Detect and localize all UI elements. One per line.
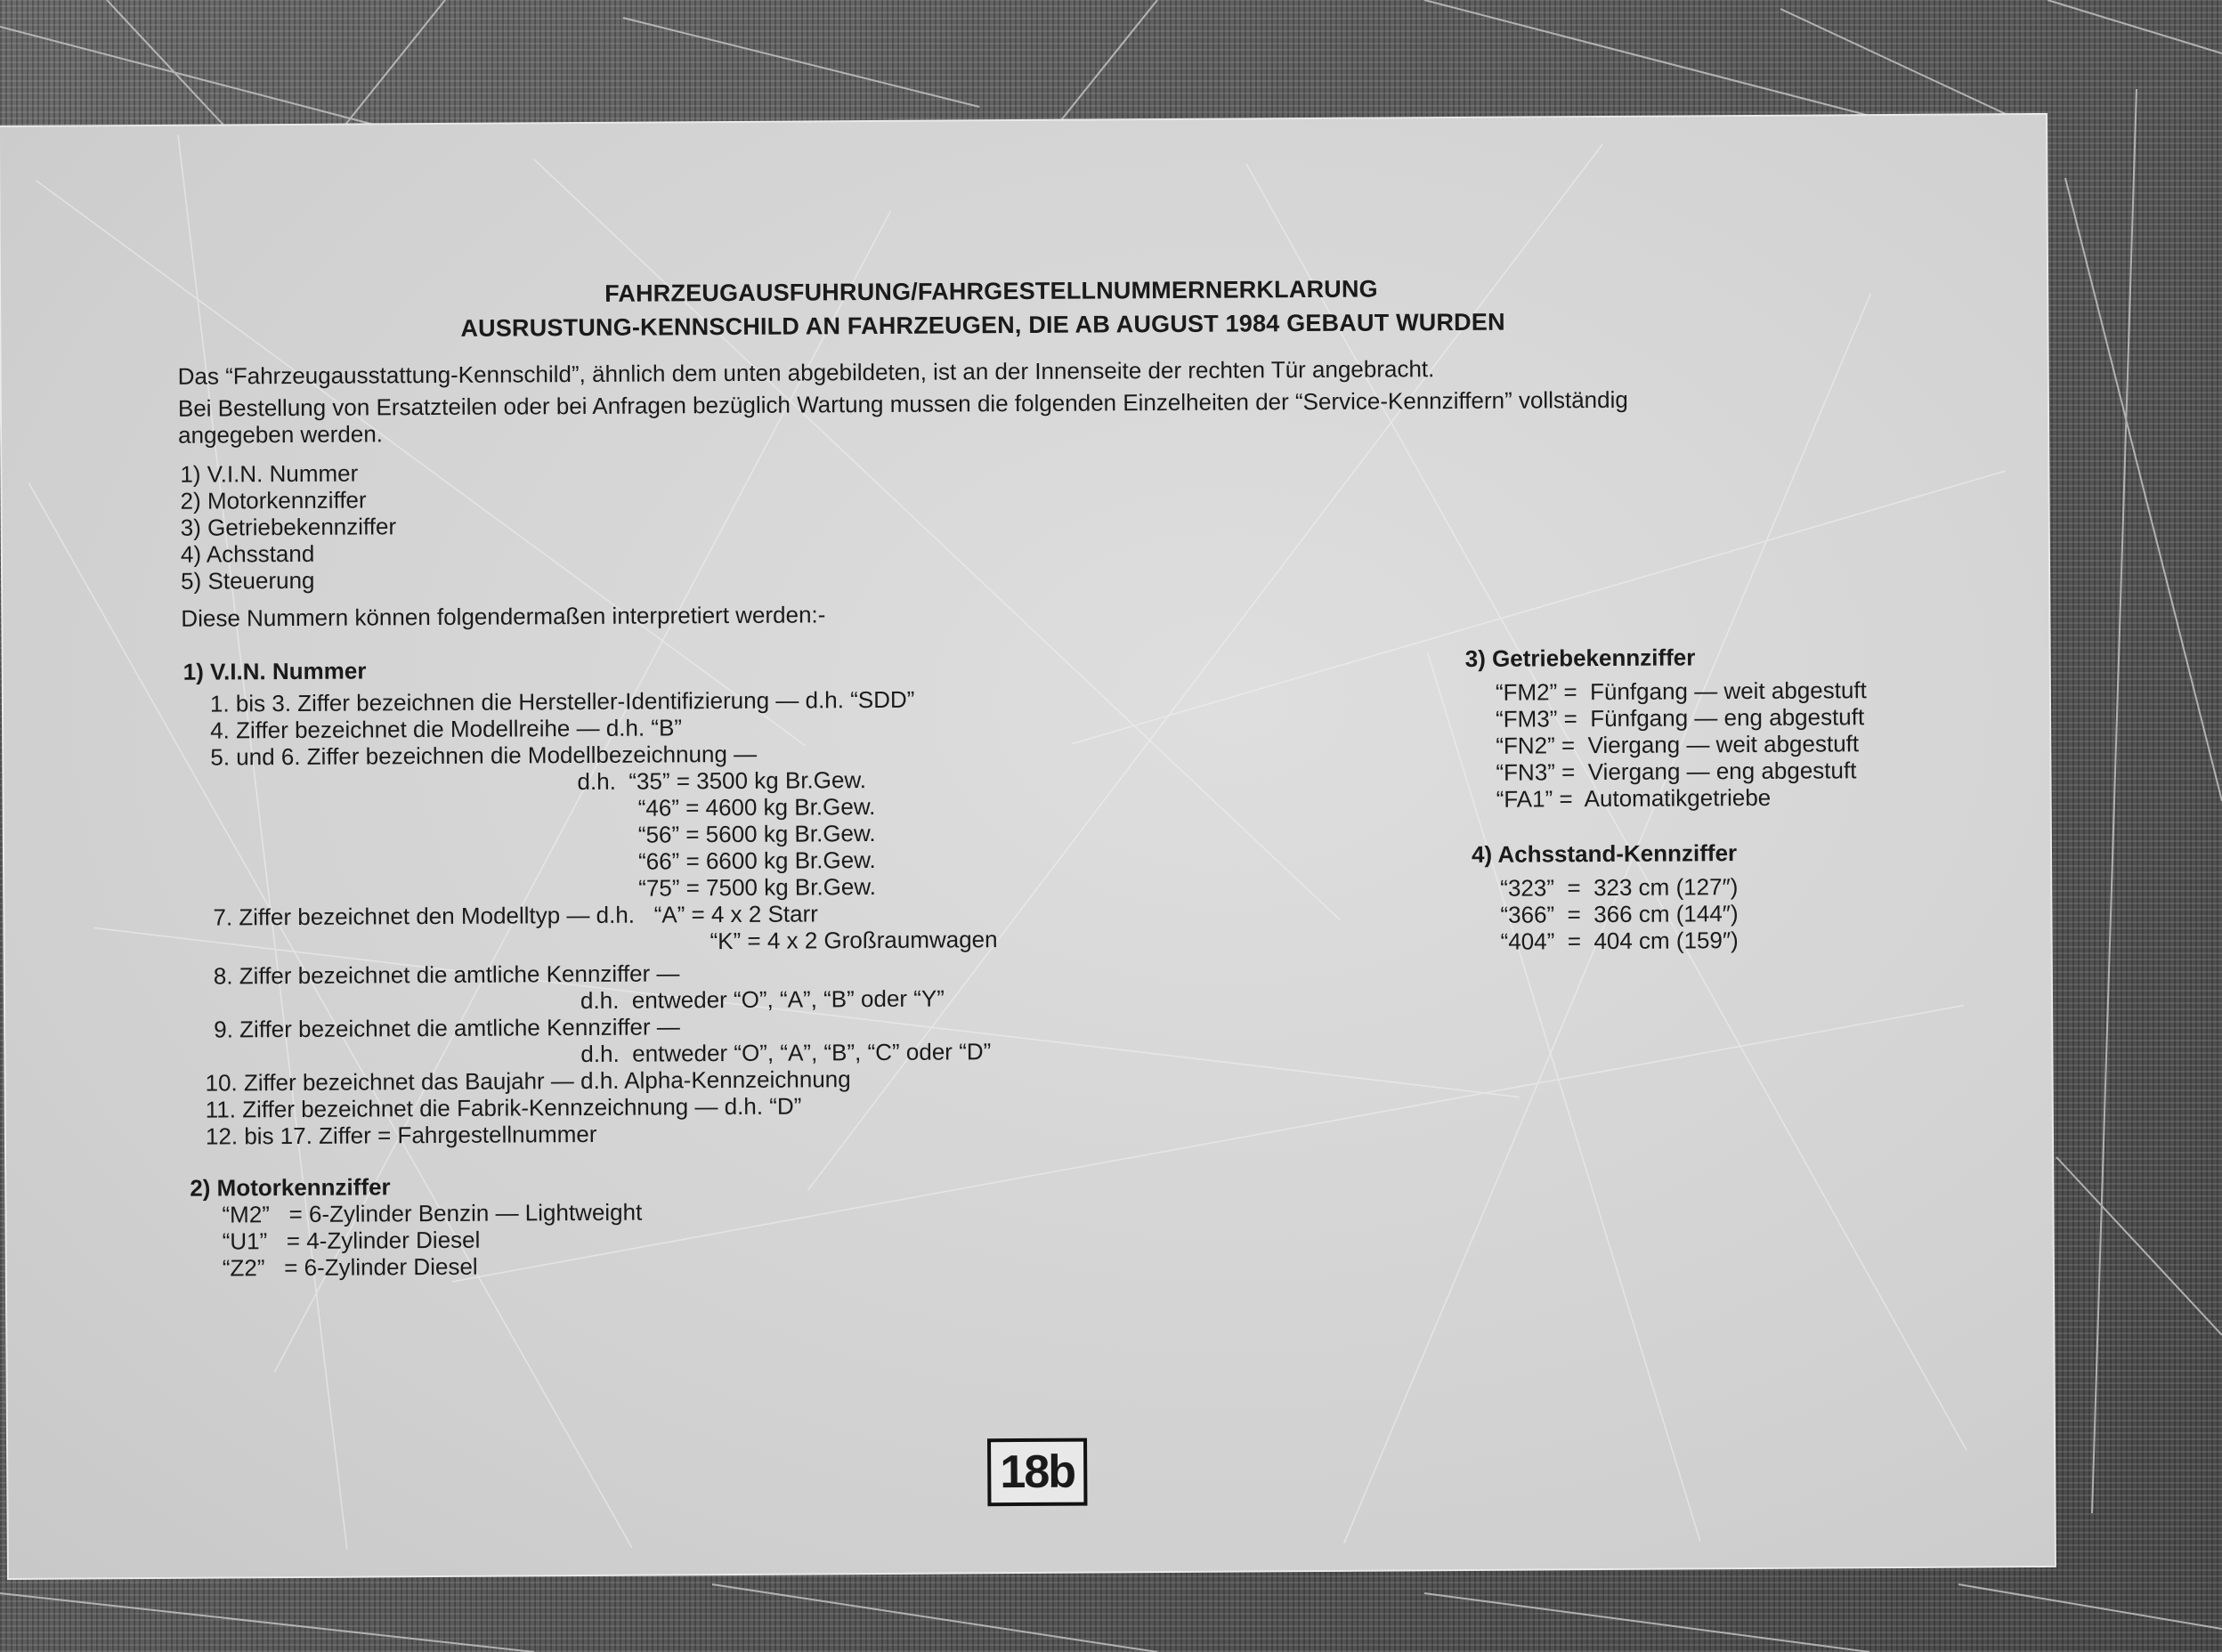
interpretation-note: Diese Nummern können folgendermaßen interpretiert werden:- [181, 601, 826, 632]
list-item: 8. Ziffer bezeichnet die amtliche Kennziffer — [213, 960, 680, 990]
list-item: 12. bis 17. Ziffer = Fahrgestellnummer [205, 1120, 597, 1150]
list-item: “323” = 323 cm (127″) [1500, 873, 1739, 902]
list-item: “FA1” = Automatikgetriebe [1496, 783, 1772, 813]
list-item: 10. Ziffer bezeichnet das Baujahr — d.h. Alpha-Kennzeichnung [205, 1065, 851, 1097]
instruction-card [0, 115, 2055, 1578]
section-heading: 1) V.I.N. Nummer [182, 657, 367, 685]
list-item: “Z2” = 6-Zylinder Diesel [222, 1252, 478, 1282]
intro-text: Bei Bestellung von Ersatzteilen oder bei Anfragen bezüglich Wartung mussen die folgenden Einzelheiten der “Service-Kennziffern” vollständig [177, 385, 1628, 422]
list-item: “K” = 4 x 2 Großraumwagen [710, 926, 998, 955]
list-item: “46” = 4600 kg Br.Gew. [637, 793, 876, 822]
section-heading: 4) Achsstand-Kennziffer [1471, 839, 1738, 868]
list-item: d.h. entweder “O”, “A”, “B” oder “Y” [580, 984, 945, 1015]
list-item: 2) Motorkennziffer [180, 486, 367, 514]
list-item: “FM3” = Fünfgang — eng abgestuft [1496, 703, 1865, 733]
section-heading: 3) Getriebekennziffer [1464, 644, 1696, 672]
page-number: 18b [987, 1438, 1087, 1507]
list-item: “66” = 6600 kg Br.Gew. [637, 846, 876, 875]
list-item: 4. Ziffer bezeichnet die Modellreihe — d.h. “B” [210, 714, 683, 744]
list-item: d.h. entweder “O”, “A”, “B”, “C” oder “D” [580, 1038, 992, 1068]
list-item: d.h. “35” = 3500 kg Br.Gew. [577, 766, 867, 796]
document-title: FAHRZEUGAUSFUHRUNG/FAHRGESTELLNUMMERNERKLARUNG [604, 275, 1378, 307]
list-item: “75” = 7500 kg Br.Gew. [638, 873, 876, 902]
list-item: “56” = 5600 kg Br.Gew. [637, 820, 876, 848]
list-item: “366” = 366 cm (144″) [1500, 900, 1739, 928]
list-item: “FN3” = Viergang — eng abgestuft [1496, 757, 1857, 786]
list-item: 9. Ziffer bezeichnet die amtliche Kennziffer — [214, 1013, 680, 1043]
list-item: “FM2” = Fünfgang — weit abgestuft [1495, 676, 1867, 706]
list-item: “M2” = 6-Zylinder Benzin — Lightweight [222, 1198, 643, 1228]
document-subtitle: AUSRUSTUNG-KENNSCHILD AN FAHRZEUGEN, DIE AB AUGUST 1984 GEBAUT WURDEN [460, 308, 1505, 342]
list-item: 4) Achsstand [180, 539, 315, 568]
list-item: “FN2” = Viergang — weit abgestuft [1496, 730, 1860, 759]
intro-text: Das “Fahrzeugausstattung-Kennschild”, ähnlich dem unten abgebildeten, ist an der Innenseite der rechten Tür angebracht. [177, 355, 1435, 390]
list-item: 7. Ziffer bezeichnet den Modelltyp — d.h. “A” = 4 x 2 Starr [213, 900, 818, 931]
list-item: “U1” = 4-Zylinder Diesel [222, 1226, 481, 1255]
list-item: 3) Getriebekennziffer [180, 513, 397, 541]
list-item: 11. Ziffer bezeichnet die Fabrik-Kennzeichnung — d.h. “D” [205, 1092, 802, 1123]
list-item: “404” = 404 cm (159″) [1500, 927, 1739, 955]
intro-text: angegeben werden. [178, 420, 384, 449]
list-item: 5. und 6. Ziffer bezeichnen die Modellbezeichnung — [210, 740, 758, 771]
list-item: 1) V.I.N. Nummer [180, 459, 359, 488]
section-heading: 2) Motorkennziffer [190, 1173, 391, 1202]
list-item: 1. bis 3. Ziffer bezeichnen die Hersteller-Identifizierung — d.h. “SDD” [209, 685, 915, 717]
list-item: 5) Steuerung [181, 566, 315, 595]
